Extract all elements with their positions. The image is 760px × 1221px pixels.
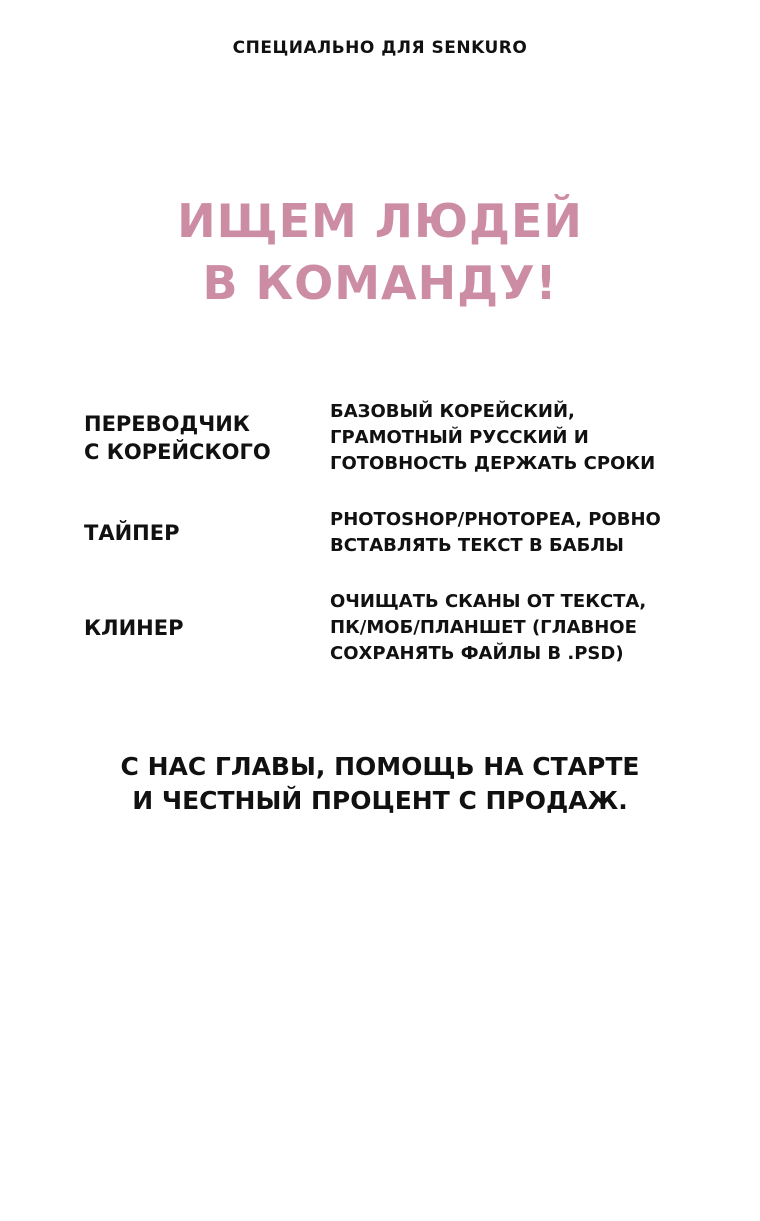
role-cleaner [84,588,704,668]
requirement-line: ОЧИЩАТЬ СКАНЫ ОТ ТЕКСТА, [330,591,647,612]
requirement-line: БАЗОВЫЙ КОРЕЙСКИЙ, [330,401,575,422]
role-typer [84,505,704,561]
requirement-line: СОХРАНЯТЬ ФАЙЛЫ В .PSD) [330,643,624,664]
credit-line: СПЕЦИАЛЬНО ДЛЯ SENKURO [232,38,528,58]
headline-line-2: В КОМАНДУ! [202,256,558,310]
offer-line-1: С НАС ГЛАВЫ, ПОМОЩЬ НА СТАРТЕ [120,752,640,781]
role-requirements [330,589,646,667]
requirement-line: ГРАМОТНЫЙ РУССКИЙ И [330,427,589,448]
role-name-line: ТАЙПЕР [84,521,180,545]
role-name [84,614,330,642]
role-name [84,410,330,466]
role-name-line: ПЕРЕВОДЧИК [84,412,250,436]
offer-line-2: И ЧЕСТНЫЙ ПРОЦЕНТ С ПРОДАЖ. [132,786,628,815]
offer-text [0,750,760,818]
role-name-line: КЛИНЕР [84,616,184,640]
role-translator [84,398,704,478]
role-requirements [330,399,655,477]
headline-line-1: ИЩЕМ ЛЮДЕЙ [177,194,583,248]
headline [0,190,760,314]
role-name-line: С КОРЕЙСКОГО [84,440,271,464]
role-requirements [330,507,661,559]
requirement-line: ВСТАВЛЯТЬ ТЕКСТ В БАБЛЫ [330,535,624,556]
requirement-line: ГОТОВНОСТЬ ДЕРЖАТЬ СРОКИ [330,453,656,474]
requirement-line: ПК/МОБ/ПЛАНШЕТ (ГЛАВНОЕ [330,617,637,638]
requirement-line: PHOTOSHOP/PHOTOPEA, РОВНО [330,509,661,530]
role-name [84,519,330,547]
